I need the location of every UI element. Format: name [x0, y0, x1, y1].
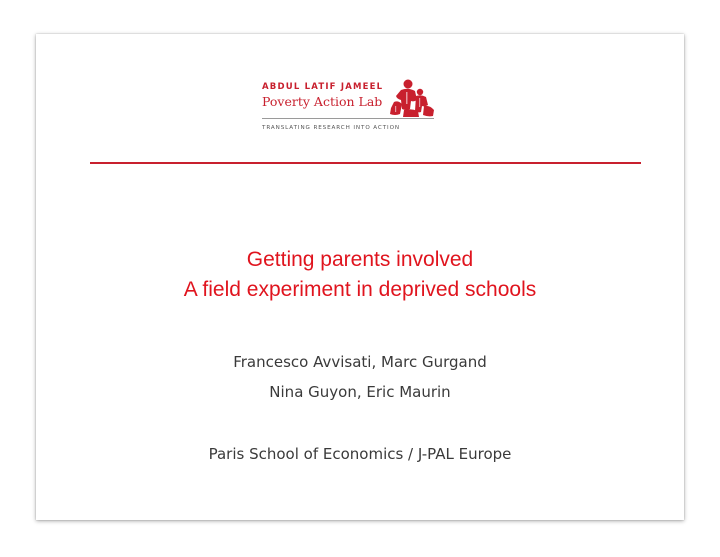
jpal-logo — [262, 78, 452, 140]
logo-line2: Poverty Action Lab — [262, 94, 383, 109]
authors-line1: Francesco Avvisati, Marc Gurgand — [233, 353, 487, 371]
title-line2: A field experiment in deprived schools — [183, 278, 537, 301]
affiliation: Paris School of Economics / J-PAL Europe — [208, 445, 512, 463]
authors-line2: Nina Guyon, Eric Maurin — [269, 383, 451, 401]
slide — [36, 34, 684, 520]
logo-divider — [262, 118, 434, 119]
logo-line1: ABDUL LATIF JAMEEL — [262, 82, 384, 92]
title-line1: Getting parents involved — [246, 248, 474, 271]
header-divider — [90, 162, 641, 164]
people-figure-icon — [384, 78, 436, 118]
logo-tagline: TRANSLATING RESEARCH INTO ACTION — [262, 125, 400, 131]
